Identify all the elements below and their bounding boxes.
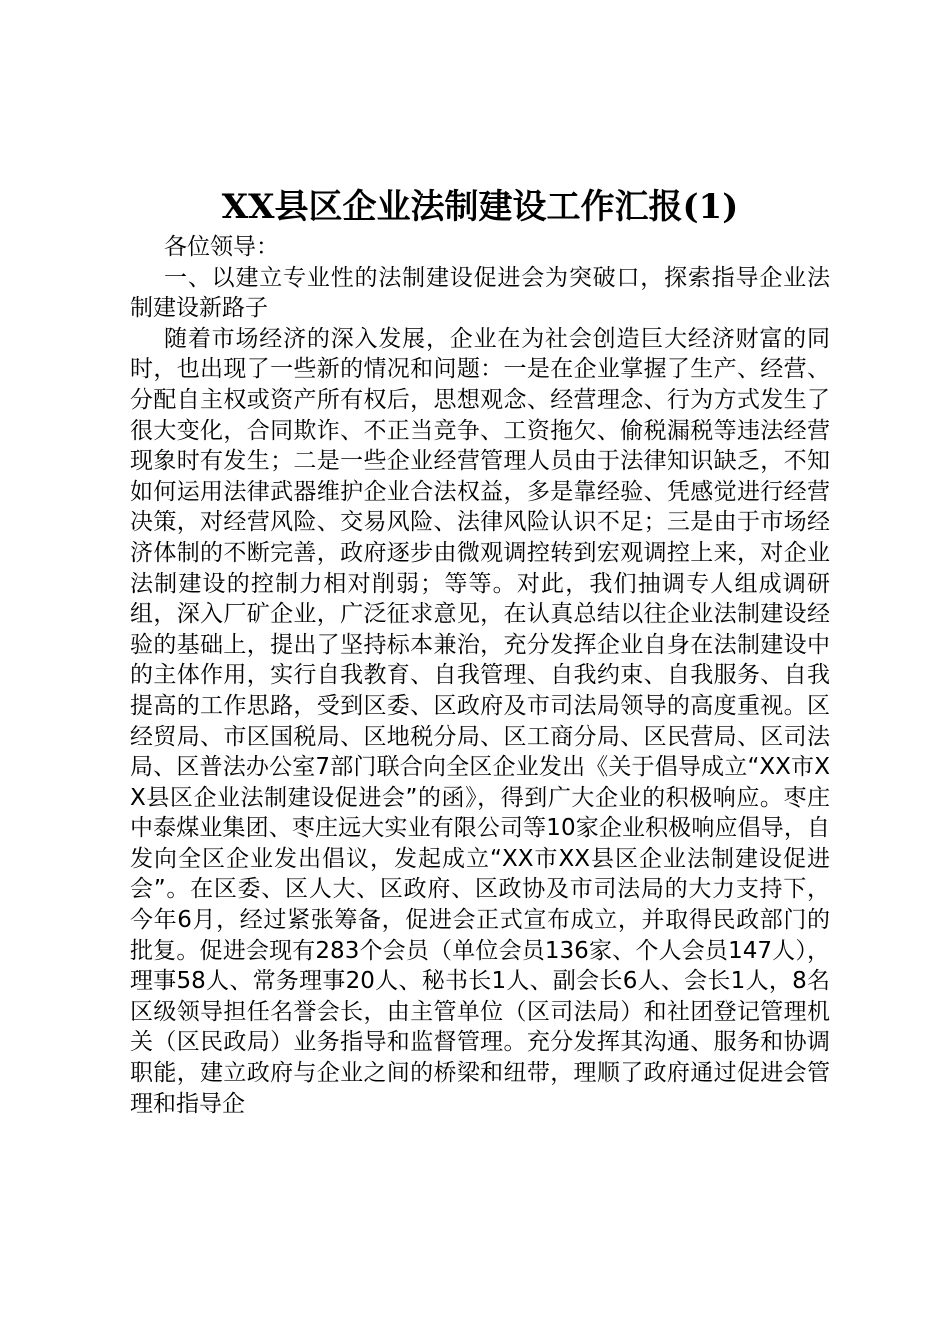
document-body (130, 232, 830, 1119)
body-paragraph: 随着市场经济的深入发展，企业在为社会创造巨大经济财富的同时，也出现了一些新的情况和问题：一是在企业掌握了生产、经营、分配自主权或资产所有权后，思想观念、经营理念、行为方式发生了很大变化，合同欺诈、不正当竞争、工资拖欠、偷税漏税等违法经营现象时有发生；二是一些企业经营管理人员由于法律知识缺乏，不知如何运用法律武器维护企业合法权益，多是靠经验、凭感觉进行经营决策，对经营风险、交易风险、法律风险认识不足；三是由于市场经济体制的不断完善，政府逐步由微观调控转到宏观调控上来，对企业法制建设的控制力相对削弱；等等。对此，我们抽调专人组成调研组，深入厂矿企业，广泛征求意见，在认真总结以往企业法制建设经验的基础上，提出了坚持标本兼治，充分发挥企业自身在法制建设中的主体作用，实行自我教育、自我管理、自我约束、自我服务、自我提高的工作思路，受到区委、区政府及市司法局领导的高度重视。区经贸局、市区国税局、区地税分局、区工商分局、区民营局、区司法局、区普法办公室7部门联合向全区企业发出《关于倡导成立“XX市XX县区企业法制建设促进会”的函》，得到广大企业的积极响应。枣庄中泰煤业集团、枣庄远大实业有限公司等10家企业积极响应倡导，自发向全区企业发出倡议，发起成立“XX市XX县区企业法制建设促进会”。在区委、区人大、区政府、区政协及市司法局的大力支持下，今年6月，经过紧张筹备，促进会正式宣布成立，并取得民政部门的批复。促进会现有283个会员（单位会员136家、个人会员147人），理事58人、常务理事20人、秘书长1人、副会长6人、会长1人，8名区级领导担任名誉会长，由主管单位（区司法局）和社团登记管理机关（区民政局）业务指导和监督管理。充分发挥其沟通、服务和协调职能，建立政府与企业之间的桥梁和纽带，理顺了政府通过促进会管理和指导企 (130, 325, 830, 1117)
document-title: XX县区企业法制建设工作汇报(1) (221, 187, 739, 227)
section-heading-one: 一、以建立专业性的法制建设促进会为突破口，探索指导企业法制建设新路子 (130, 264, 830, 322)
salutation: 各位领导： (164, 234, 279, 260)
